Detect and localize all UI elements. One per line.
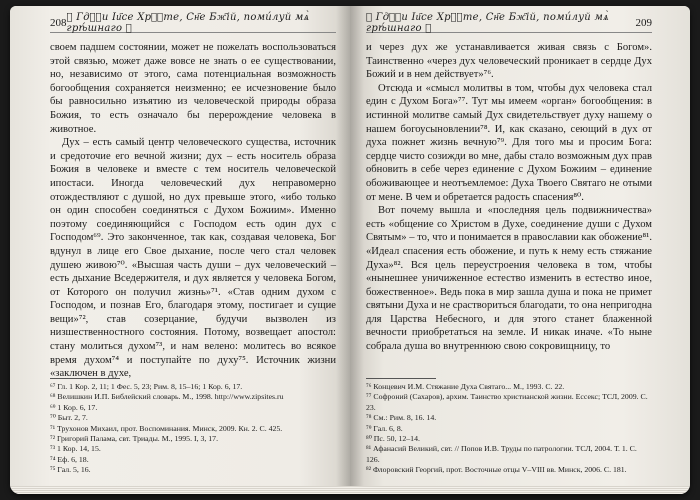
body-text — [366, 41, 652, 354]
page-edge — [10, 486, 350, 494]
paragraph: и через дух же устанавливается живая связь с Богом». Таинственно «через дух человеческий проникает в сердце Дух Божий и в нем действует»⁷⁶. — [366, 42, 652, 81]
footnote: ⁷⁸ См.: Рим. 8, 16. 14. — [366, 413, 437, 423]
page-header — [50, 14, 336, 33]
footnotes — [50, 378, 336, 476]
footnote: ⁷⁶ Концевич И.М. Стяжание Духа Святаго... М., 1993. С. 22. — [366, 382, 565, 391]
book-spread — [10, 6, 690, 494]
page-edge — [350, 486, 690, 494]
footnote: ⁷⁴ Еф. 6, 18. — [50, 454, 89, 464]
footnote: ⁷⁹ Гал. 6, 8. — [366, 423, 403, 433]
gutter-shadow — [336, 6, 350, 494]
paragraph: Отсюда и «смысл молитвы в том, чтобы дух человека стал един с Духом Бога»⁷⁷. Тут мы имеем «орган» богообщения: в истинной молитве самый Дух свидетельствует духу нашему о нашем богоусыновлении⁷⁸. И, как сказано, сеющий в дух от духа пожнет жизнь вечную⁷⁹. Для того мы и просим Бога: сердце чисто созижди во мне, дабы стало возможным дух прав обновить в себе через единение с Духом Божиим – единение обоживающее и неотъемлемое: Духа Твоего Святаго не отыми от мене. В чем и обретается радость спасения⁸⁰. — [366, 82, 652, 203]
page-number: 209 — [635, 17, 652, 29]
running-head: ✠ Гдⷭ҇и Іи҃се Хрⷭ҇те, Сн҃е Бж҃ій, поми́луй мѧ̀ грѣ́шнаго ✠ — [66, 12, 310, 34]
footnote: ⁶⁸ Велишкин И.П. Библейский словарь. М., 1998. http://www.zipsites.ru — [50, 392, 284, 402]
footnote: ⁷² Григорий Палама, свт. Триады. М., 1995. I, 3, 17. — [50, 434, 219, 444]
footnote-rule — [366, 378, 436, 379]
paragraph: Вот почему вышла и «последняя цель подвижничества» есть «общение со Христом в Духе, соединение души с Духом Святым» – то, что и понимается в православии как обожение⁸¹. «Идеал спасения есть обожение, и путь к нему есть стяжание Духа»⁸². Вся цель переустроения человека в том, чтобы «нынешнее уничиженное естество изменить в естество иное, божественное». Ведь пока в мир зашла душа и пока не примет святыни Духа и не сраствориться благодати, то она непригодна для Царства Небесного, и для этого станет блаженной вечности приобретаться на земле. И никак иначе. «То ныне собрала душа во внутреннюю свою сокровищницу, то — [366, 205, 652, 353]
footnote: ⁷⁰ Быт. 2, 7. — [50, 413, 88, 423]
footnote: ⁶⁷ Гл. 1 Кор. 2, 11; 1 Фес. 5, 23; Рим. 8, 15–16; 1 Кор. 6, 17. — [50, 382, 243, 391]
body-text — [50, 41, 336, 381]
footnotes — [366, 378, 652, 476]
paragraph: своем падшем состоянии, может не пожелать воспользоваться этой связью, может даже вовсе не знать о ее существовании, но, независимо от этого, сама потенциальная возможность богообщения сохраняется неизменно; ее исчезновение было бы равносильно изъятию из человеческой природы образа Божия, то есть означало бы перерождение человека в животное. — [50, 42, 336, 135]
page-header — [366, 14, 652, 33]
footnote: ⁸¹ Афанасий Великий, свт. // Попов И.В. Труды по патрологии. ТСЛ, 2004. Т. 1. С. 126. — [366, 444, 637, 464]
gutter-shadow — [350, 6, 364, 494]
paragraph: Дух – есть самый центр человеческого существа, источник и средоточие его вечной жизни; дух – есть носитель образа Божия в человеке и вместе с тем носитель человеческой ипостаси. Иногда человеческий дух неправомерно отождествляют с душой, но дух превыше этого, «ибо только он один способен соединяться с Духом Божиим». Именно поэтому соединяющийся с Господом есть один дух с Господом⁶⁹. Это законченное, так как, создавая человека, Бог вдунул в лице его Свое дыхание, после чего стал человек душею живою⁷⁰. «Высшая часть души – дух человеческий – есть дыхание Вседержителя, и дух является у человека Богом, от Которого он получил жизнь»⁷¹. «Став одним духом с Господом, и познав Его, благодаря этому, постигает и сущие вещи»⁷², став созерцание, будучи вызволен из низшественностного состояния. Потому, возвещает апостол: стану молиться духом⁷³, и нам велено: молитесь во всякое время духом⁷⁴ и поступайте по духу⁷⁵. Источник жизни «заключен в духе, — [50, 137, 336, 380]
footnote: ⁷³ 1 Кор. 14, 15. — [50, 444, 101, 454]
running-head: ✠ Гдⷭ҇и Іи҃се Хрⷭ҇те, Сн҃е Бж҃ій, поми́луй мѧ̀ грѣ́шнаго ✠ — [366, 12, 609, 34]
footnote-rule — [50, 378, 120, 379]
footnote: ⁷⁵ Гал. 5, 16. — [50, 465, 91, 475]
footnote: ⁸² Флоровский Георгий, прот. Восточные отцы V–VIII вв. Минск, 2006. С. 181. — [366, 465, 627, 475]
page-number: 208 — [50, 17, 67, 29]
right-page — [350, 6, 690, 494]
footnote: ⁶⁹ 1 Кор. 6, 17. — [50, 402, 98, 412]
footnote: ⁷¹ Трухонов Михаил, прот. Воспоминания. Минск, 2009. Кн. 2. С. 425. — [50, 423, 283, 433]
left-page — [10, 6, 350, 494]
footnote: ⁷⁷ Софроний (Сахаров), архим. Таинство христианской жизни. Ессекс; ТСЛ, 2009. С. 23. — [366, 392, 648, 412]
footnote: ⁸⁰ Пс. 50, 12–14. — [366, 434, 420, 444]
